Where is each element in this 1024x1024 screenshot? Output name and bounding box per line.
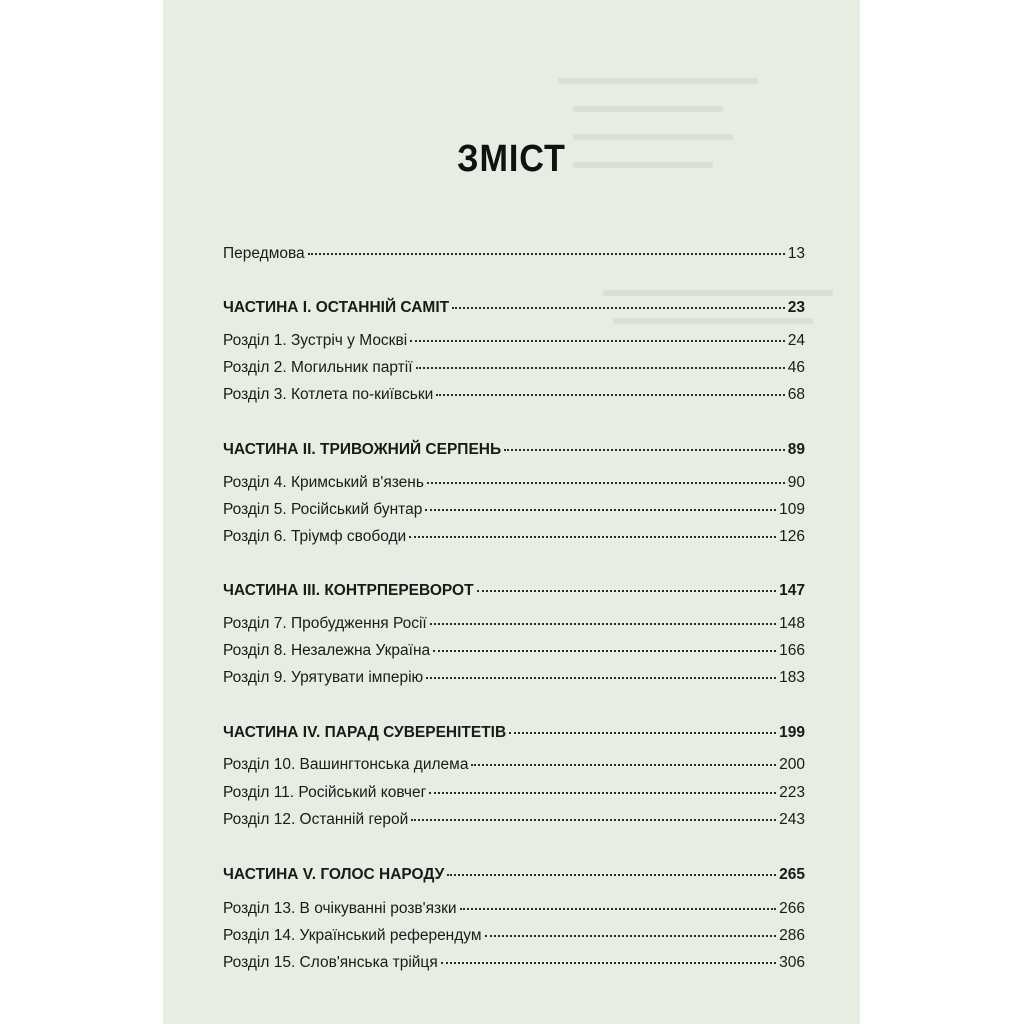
toc-entry-page: 126 — [779, 528, 805, 545]
bleed-through-line — [603, 290, 833, 296]
bleed-through-line — [573, 106, 723, 112]
toc-entry-page: 148 — [779, 615, 805, 632]
toc-entry-chapter-3[interactable] — [223, 386, 805, 414]
toc-entry-part-4[interactable] — [223, 724, 805, 752]
dot-leader — [447, 874, 776, 876]
dot-leader — [430, 623, 776, 625]
dot-leader — [429, 792, 776, 794]
dot-leader — [409, 536, 776, 538]
toc-entry-label: Розділ 6. Тріумф свободи — [223, 528, 407, 545]
dot-leader — [411, 819, 776, 821]
toc-entry-chapter-14[interactable] — [223, 927, 805, 955]
toc-entry-label: Розділ 13. В очікуванні розв'язки — [223, 900, 457, 917]
toc-entry-page: 306 — [779, 954, 805, 971]
toc-entry-page: 286 — [779, 927, 805, 944]
dot-leader — [485, 935, 777, 937]
bleed-through-line — [558, 78, 758, 84]
toc-entry-part-1[interactable] — [223, 299, 805, 327]
toc-entry-chapter-8[interactable] — [223, 642, 805, 670]
toc-entry-page: 23 — [787, 299, 805, 316]
toc-entry-chapter-13[interactable] — [223, 900, 805, 928]
dot-leader — [426, 677, 776, 679]
toc-entry-label: Розділ 15. Слов'янська трійця — [223, 954, 438, 971]
toc-entry-label: ЧАСТИНА V. ГОЛОС НАРОДУ — [223, 866, 445, 883]
toc-entry-label: Розділ 5. Російський бунтар — [223, 501, 423, 518]
toc-entry-chapter-6[interactable] — [223, 528, 805, 556]
dot-leader — [410, 340, 785, 342]
toc-entry-preface[interactable] — [223, 245, 805, 273]
toc-entry-page: 243 — [779, 811, 805, 828]
toc-entry-label: Розділ 3. Котлета по-київськи — [223, 386, 434, 403]
dot-leader — [308, 253, 785, 255]
toc-entry-page: 46 — [787, 359, 805, 376]
toc-entry-page: 199 — [779, 724, 805, 741]
dot-leader — [416, 367, 785, 369]
dot-leader — [471, 764, 776, 766]
toc-entry-page: 266 — [779, 900, 805, 917]
toc-entry-label: Розділ 4. Кримський в'язень — [223, 474, 424, 491]
toc-entry-page: 166 — [779, 642, 805, 659]
toc-entry-page: 183 — [779, 669, 805, 686]
page-title: ЗМІСТ — [457, 138, 566, 180]
dot-leader — [433, 650, 776, 652]
toc-entry-page: 147 — [779, 582, 805, 599]
toc-entry-page: 223 — [779, 784, 805, 801]
toc-entry-chapter-1[interactable] — [223, 332, 805, 360]
dot-leader — [441, 962, 776, 964]
toc-entry-label: ЧАСТИНА ІІ. ТРИВОЖНИЙ СЕРПЕНЬ — [223, 441, 502, 458]
toc-entry-chapter-9[interactable] — [223, 669, 805, 697]
dot-leader — [427, 482, 785, 484]
toc-entry-label: ЧАСТИНА І. ОСТАННІЙ САМІТ — [223, 299, 450, 316]
toc-entry-page: 24 — [787, 332, 805, 349]
toc-entry-chapter-10[interactable] — [223, 756, 805, 784]
toc-entry-part-5[interactable] — [223, 866, 805, 894]
toc-entry-chapter-7[interactable] — [223, 615, 805, 643]
toc-entry-label: Передмова — [223, 245, 305, 262]
toc-entry-label: Розділ 11. Російський ковчег — [223, 784, 427, 801]
toc-entry-label: ЧАСТИНА IV. ПАРАД СУВЕРЕНІТЕТІВ — [223, 724, 507, 741]
toc-entry-page: 89 — [787, 441, 805, 458]
book-page — [163, 0, 860, 1024]
dot-leader — [509, 732, 776, 734]
toc-entry-page: 68 — [787, 386, 805, 403]
toc-entry-label: Розділ 9. Урятувати імперію — [223, 669, 424, 686]
toc-entry-page: 13 — [787, 245, 805, 262]
toc-entry-label: Розділ 14. Український референдум — [223, 927, 482, 944]
toc-entry-chapter-2[interactable] — [223, 359, 805, 387]
dot-leader — [436, 394, 784, 396]
toc-entry-label: Розділ 2. Могильник партії — [223, 359, 413, 376]
toc-entry-label: Розділ 8. Незалежна Україна — [223, 642, 431, 659]
toc-entry-part-3[interactable] — [223, 582, 805, 610]
toc-entry-chapter-12[interactable] — [223, 811, 805, 839]
toc-entry-page: 265 — [779, 866, 805, 883]
dot-leader — [477, 590, 777, 592]
toc-entry-label: Розділ 10. Вашингтонська дилема — [223, 756, 469, 773]
toc-entry-label: Розділ 1. Зустріч у Москві — [223, 332, 408, 349]
toc-entry-chapter-4[interactable] — [223, 474, 805, 502]
toc-entry-page: 90 — [787, 474, 805, 491]
dot-leader — [425, 509, 776, 511]
dot-leader — [504, 449, 785, 451]
dot-leader — [460, 908, 777, 910]
toc-entry-chapter-11[interactable] — [223, 784, 805, 812]
toc-entry-chapter-5[interactable] — [223, 501, 805, 529]
toc-entry-label: ЧАСТИНА ІІІ. КОНТРПЕРЕВОРОТ — [223, 582, 474, 599]
toc-entry-part-2[interactable] — [223, 441, 805, 469]
toc-entry-page: 200 — [779, 756, 805, 773]
dot-leader — [452, 307, 785, 309]
toc-entry-page: 109 — [779, 501, 805, 518]
toc-entry-label: Розділ 7. Пробудження Росії — [223, 615, 427, 632]
toc-entry-label: Розділ 12. Останній герой — [223, 811, 409, 828]
toc-entry-chapter-15[interactable] — [223, 954, 805, 982]
